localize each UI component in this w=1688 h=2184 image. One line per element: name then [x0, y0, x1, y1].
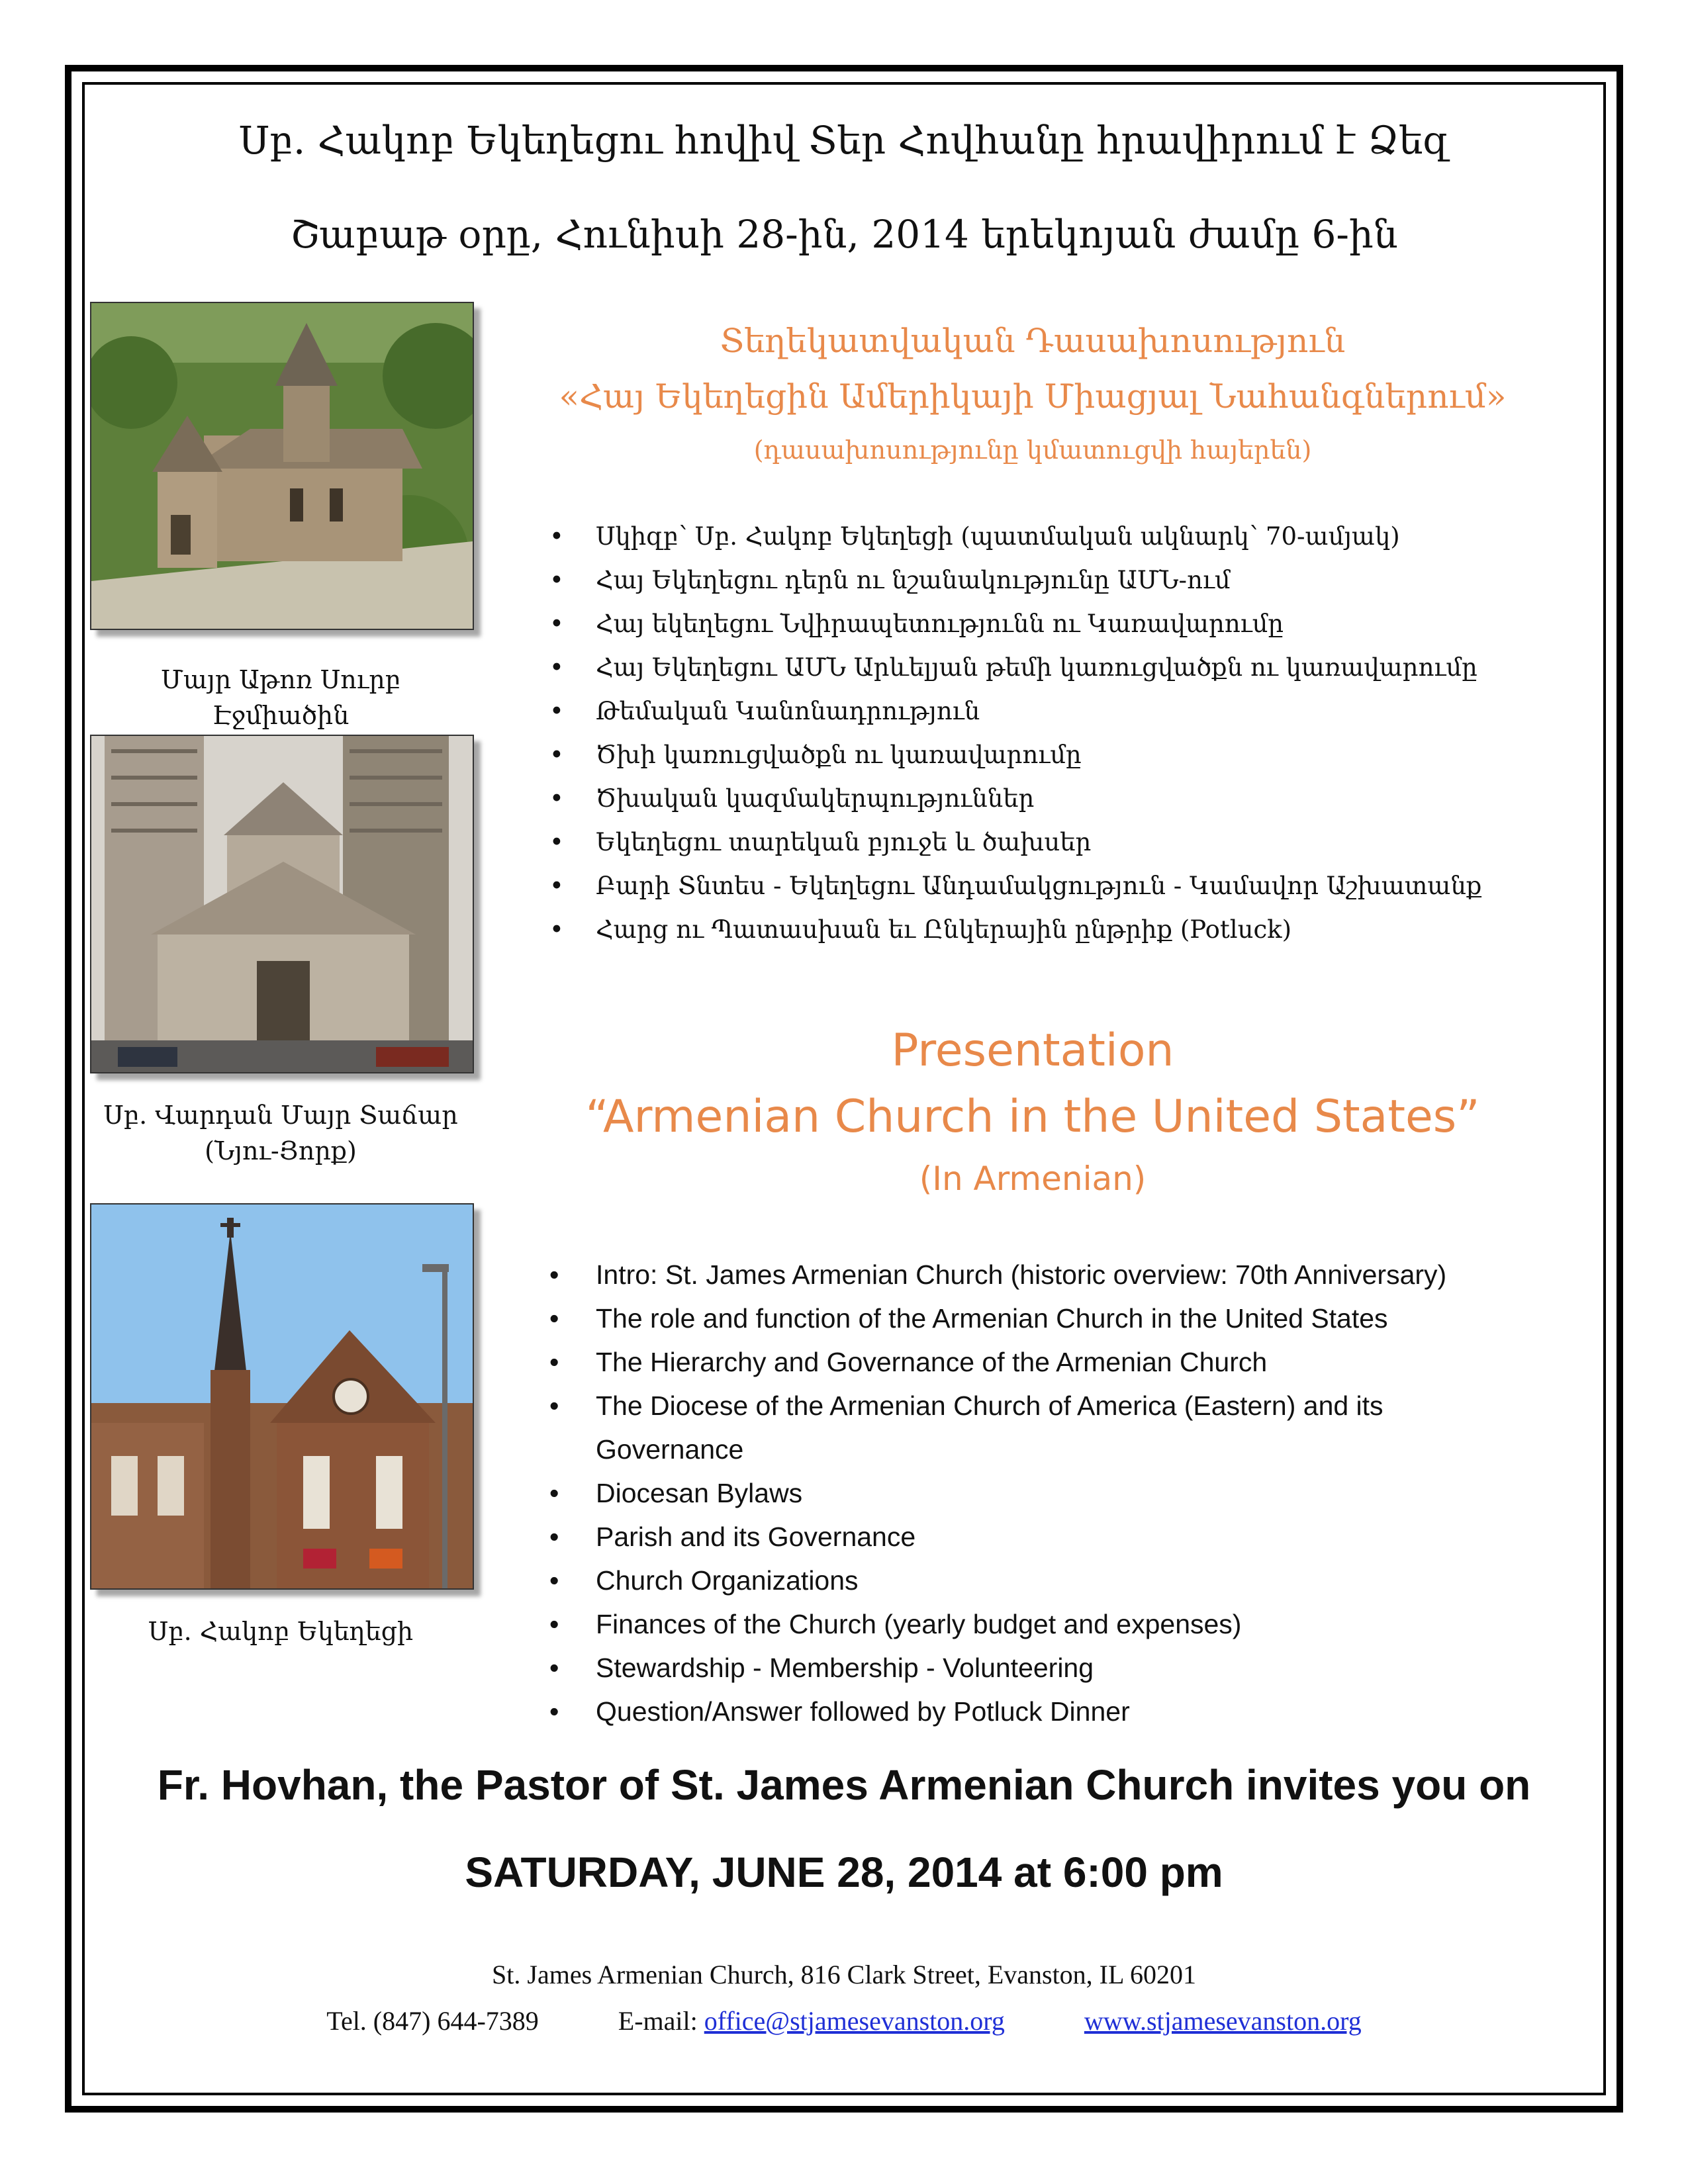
website-link[interactable]: www.stjamesevanston.org	[1084, 2006, 1362, 2036]
list-item: • Հարց ու Պատասխան եւ Ընկերային ընթրիք (Potluck)	[549, 908, 1582, 952]
etchmiadzin-illustration	[91, 303, 473, 629]
list-item: • Question/Answer followed by Potluck Dinner	[549, 1690, 1582, 1733]
list-item: • The role and function of the Armenian Church in the United States	[549, 1297, 1582, 1340]
armenian-invite-line: Սբ. Հակոբ Եկեղեցու հովիվ Տեր Հովհանը հրավիրում է Ձեզ	[238, 118, 1450, 163]
list-item: • Թեմական Կանոնադրություն	[549, 690, 1582, 733]
st-vartan-caption-line1: Սբ. Վարդան Մայր Տաճար	[103, 1101, 458, 1130]
armenian-presentation-subtitle: «Հայ Եկեղեցին Ամերիկայի Միացյալ Նահանգներում»	[559, 377, 1507, 416]
list-item: • Diocesan Bylaws	[549, 1471, 1582, 1515]
etchmiadzin-caption: Մայր Աթոռ Սուրբ Էջմիածին	[160, 665, 401, 730]
list-item: • Intro: St. James Armenian Church (historic overview: 70th Anniversary)	[549, 1253, 1582, 1297]
list-item: • Finances of the Church (yearly budget and expenses)	[549, 1602, 1582, 1646]
list-item: • Բարի Տնտես - Եկեղեցու Անդամակցություն - Կամավոր Աշխատանք	[549, 864, 1582, 908]
st-james-caption: Սբ. Հակոբ Եկեղեցի	[148, 1617, 414, 1646]
english-topic-list	[549, 1253, 1582, 1733]
list-item: • Parish and its Governance	[549, 1515, 1582, 1559]
english-presentation-title: Presentation	[891, 1024, 1174, 1077]
phone-number: Tel. (847) 644-7389	[326, 2006, 539, 2036]
english-presentation-note: (In Armenian)	[919, 1160, 1147, 1198]
list-item: • Ծխական կազմակերպություններ	[549, 777, 1582, 821]
contact-line	[82, 2005, 1606, 2036]
english-presentation-subtitle: “Armenian Church in the United States”	[585, 1091, 1480, 1143]
armenian-presentation-title: Տեղեկատվական Դասախոսություն	[720, 322, 1346, 360]
st-vartan-illustration	[91, 736, 473, 1072]
list-item: • The Diocese of the Armenian Church of America (Eastern) and its Governance	[549, 1384, 1423, 1471]
english-invite-line: Fr. Hovhan, the Pastor of St. James Armenian Church invites you on	[157, 1761, 1531, 1809]
st-vartan-caption-line2: (Նյու-Յորք)	[205, 1136, 357, 1165]
english-date-line: SATURDAY, JUNE 28, 2014 at 6:00 pm	[465, 1848, 1223, 1896]
list-item: • Ծխի կառուցվածքն ու կառավարումը	[549, 733, 1582, 777]
list-item: • Հայ Եկեղեցու դերն ու նշանակությունը ԱՄՆ-ում	[549, 559, 1582, 602]
church-address: St. James Armenian Church, 816 Clark Street, Evanston, IL 60201	[492, 1960, 1196, 1989]
st-vartan-photo	[90, 735, 474, 1073]
st-james-photo	[90, 1203, 474, 1590]
armenian-topic-list	[549, 515, 1582, 952]
armenian-date-line: Շաբաթ օրը, Հունիսի 28-ին, 2014 երեկոյան ժամը 6-ին	[290, 212, 1398, 257]
list-item: • Սկիզբ՝ Սբ. Հակոբ Եկեղեցի (պատմական ակնարկ՝ 70-ամյակ)	[549, 515, 1582, 559]
list-item: • The Hierarchy and Governance of the Armenian Church	[549, 1340, 1582, 1384]
list-item: • Stewardship - Membership - Volunteering	[549, 1646, 1582, 1690]
st-james-illustration	[91, 1205, 473, 1588]
list-item: • Church Organizations	[549, 1559, 1582, 1602]
email-link[interactable]: office@stjamesevanston.org	[704, 2006, 1005, 2036]
list-item: • Հայ Եկեղեցու ԱՄՆ Արևելյան թեմի կառուցվածքն ու կառավարումը	[549, 646, 1582, 690]
list-item: • Եկեղեցու տարեկան բյուջե և ծախսեր	[549, 821, 1582, 864]
email-label: E-mail:	[618, 2006, 698, 2036]
list-item: • Հայ եկեղեցու Նվիրապետությունն ու Կառավարումը	[549, 602, 1582, 646]
armenian-presentation-note: (դասախոսությունը կմատուցվի հայերեն)	[753, 435, 1312, 465]
etchmiadzin-photo	[90, 302, 474, 630]
